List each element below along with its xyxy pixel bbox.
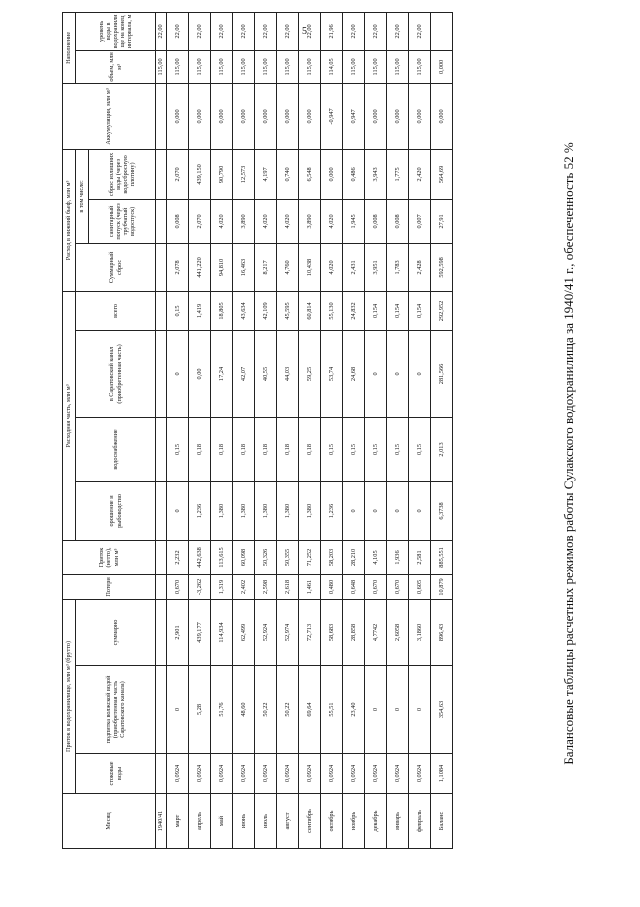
cell-inflow-total: 439,177 (189, 599, 211, 665)
cell-irrigation: 0 (343, 481, 365, 540)
cell-volume: 115,00 (255, 50, 277, 83)
col-water-level-header: уровень воды в водохранилище на конец интервала, м (76, 12, 156, 50)
cell-water-level: 22,00 (365, 12, 387, 50)
cell-irrigation: 1,380 (277, 481, 299, 540)
cell-volume: 115,00 (167, 50, 189, 83)
cell-volume: 115,00 (365, 50, 387, 83)
cell-losses: 0,605 (409, 574, 431, 599)
cell-total-discharge: 592,598 (431, 243, 453, 291)
cell-water-supply: 0,18 (189, 417, 211, 481)
cell-inflow-total: 72,713 (299, 599, 321, 665)
cell-saratov-canal: 24,68 (343, 330, 365, 417)
table-row (233, 12, 255, 848)
cell-canal-supply: 50,22 (277, 666, 299, 754)
cell-runoff: 0,0924 (409, 754, 431, 794)
cell-canal-supply: 50,22 (255, 666, 277, 754)
cell-expense-total: 55,130 (321, 291, 343, 330)
cell-volume: 115,00 (211, 50, 233, 83)
cell-accumulation: 0,000 (431, 83, 453, 149)
cell-canal-supply: 23,40 (343, 666, 365, 754)
cell-expense-total: 0,15 (167, 291, 189, 330)
cell-runoff: 0,0924 (299, 754, 321, 794)
col-runoff-header: стоковые воды (76, 754, 156, 794)
cell-water-level: 22,00 (255, 12, 277, 50)
cell-volume: 115,00 (233, 50, 255, 83)
cell-month: декабрь (365, 794, 387, 849)
cell-accumulation: 0,000 (167, 83, 189, 149)
cell-accumulation: 0,000 (409, 83, 431, 149)
cell-intake: 113,615 (211, 540, 233, 574)
col-excess-header: сброс излишних воды (через водосбросную плотину) (89, 149, 156, 199)
page-number: 5 (302, 26, 307, 37)
cell-losses: 10,879 (431, 574, 453, 599)
cell-canal-supply: 5,28 (189, 666, 211, 754)
cell-sanitary: 4,020 (211, 199, 233, 243)
cell-accumulation: 0,000 (299, 83, 321, 149)
cell-canal-supply: 0 (387, 666, 409, 754)
cell-runoff: 0,0924 (167, 754, 189, 794)
cell-intake: 60,098 (233, 540, 255, 574)
cell-volume: 115,00 (343, 50, 365, 83)
cell-water-supply (156, 417, 167, 481)
filling-group-header: Наполнение (63, 12, 76, 83)
cell-canal-supply: 0 (167, 666, 189, 754)
cell-losses: 0,670 (365, 574, 387, 599)
cell-losses: 0,480 (321, 574, 343, 599)
table-row (343, 12, 365, 848)
cell-losses: -3,262 (189, 574, 211, 599)
cell-irrigation: 6,3738 (431, 481, 453, 540)
cell-water-supply: 2,013 (431, 417, 453, 481)
cell-canal-supply: 48,60 (233, 666, 255, 754)
inflow-group-header: Приток в водохранилище, млн м³ (брутто) (63, 599, 76, 793)
cell-runoff: 0,0924 (211, 754, 233, 794)
cell-runoff: 0,0924 (189, 754, 211, 794)
cell-canal-supply (156, 666, 167, 754)
col-intake-header: Приток (нетто), млн м³ (63, 540, 156, 574)
cell-irrigation: 1,380 (233, 481, 255, 540)
cell-excess: 564,69 (431, 149, 453, 199)
col-inflow-total-header: суммарно (76, 599, 156, 665)
col-accumulation-header: Аккумуляция, млн м³ (63, 83, 156, 149)
cell-inflow-total: 896,43 (431, 599, 453, 665)
cell-inflow-total: 3,1860 (409, 599, 431, 665)
cell-saratov-canal: 53,74 (321, 330, 343, 417)
cell-accumulation: 0,000 (365, 83, 387, 149)
cell-canal-supply: 0 (409, 666, 431, 754)
cell-excess: 439,150 (189, 149, 211, 199)
cell-water-supply: 0,18 (277, 417, 299, 481)
col-total-discharge-header: Суммарный сброс (76, 243, 156, 291)
cell-irrigation: 0 (409, 481, 431, 540)
cell-total-discharge: 4,020 (321, 243, 343, 291)
cell-sanitary: 2,070 (189, 199, 211, 243)
cell-total-discharge: 2,428 (409, 243, 431, 291)
cell-irrigation: 1,236 (189, 481, 211, 540)
cell-inflow-total: 52,974 (277, 599, 299, 665)
cell-volume: 0,000 (431, 50, 453, 83)
cell-expense-total: 45,595 (277, 291, 299, 330)
cell-volume: 115,00 (409, 50, 431, 83)
cell-sanitary: 4,020 (255, 199, 277, 243)
cell-water-supply: 0,18 (211, 417, 233, 481)
cell-losses: 2,598 (255, 574, 277, 599)
cell-saratov-canal: 0 (387, 330, 409, 417)
cell-runoff: 0,0924 (365, 754, 387, 794)
cell-water-level: 22,00 (387, 12, 409, 50)
cell-losses: 0,670 (387, 574, 409, 599)
cell-excess: 0,740 (277, 149, 299, 199)
cell-expense-total: 292,952 (431, 291, 453, 330)
cell-saratov-canal: 0 (167, 330, 189, 417)
cell-inflow-total: 28,858 (343, 599, 365, 665)
cell-total-discharge (156, 243, 167, 291)
cell-expense-total: 43,634 (233, 291, 255, 330)
cell-runoff: 0,0924 (343, 754, 365, 794)
cell-water-supply: 0,15 (321, 417, 343, 481)
cell-water-supply: 0,18 (299, 417, 321, 481)
cell-total-discharge: 2,431 (343, 243, 365, 291)
cell-intake: 4,105 (365, 540, 387, 574)
cell-canal-supply: 0 (365, 666, 387, 754)
cell-losses (156, 574, 167, 599)
cell-month: январь (387, 794, 409, 849)
cell-intake: 2,232 (167, 540, 189, 574)
cell-water-supply: 0,15 (343, 417, 365, 481)
cell-excess: 12,573 (233, 149, 255, 199)
cell-excess: 2,420 (409, 149, 431, 199)
cell-intake: 885,551 (431, 540, 453, 574)
cell-runoff: 1,1084 (431, 754, 453, 794)
cell-total-discharge: 4,760 (277, 243, 299, 291)
cell-losses: 0,648 (343, 574, 365, 599)
cell-intake: 58,203 (321, 540, 343, 574)
cell-sanitary (156, 199, 167, 243)
table-row (299, 12, 321, 848)
cell-month: июнь (233, 794, 255, 849)
cell-saratov-canal: 17,24 (211, 330, 233, 417)
cell-accumulation: 0,000 (233, 83, 255, 149)
cell-inflow-total (156, 599, 167, 665)
including-header: в том числе: (76, 149, 89, 243)
cell-expense-total: 0,154 (409, 291, 431, 330)
cell-saratov-canal: 0 (409, 330, 431, 417)
cell-inflow-total: 2,6058 (387, 599, 409, 665)
cell-losses: 2,402 (233, 574, 255, 599)
cell-saratov-canal: 281,566 (431, 330, 453, 417)
table-row (167, 12, 189, 848)
cell-month: ноябрь (343, 794, 365, 849)
cell-losses: 0,670 (167, 574, 189, 599)
cell-month: май (211, 794, 233, 849)
col-losses-header: Потери (63, 574, 156, 599)
cell-sanitary: 1,945 (343, 199, 365, 243)
cell-month: сентябрь (299, 794, 321, 849)
cell-intake: 71,252 (299, 540, 321, 574)
cell-intake (156, 540, 167, 574)
col-irrigation-header: орошение и рыбоводство (76, 481, 156, 540)
cell-accumulation (156, 83, 167, 149)
discharge-group-header: Расход в нижний бьеф, млн м³ (63, 149, 76, 291)
cell-intake: 28,210 (343, 540, 365, 574)
table-row (321, 12, 343, 848)
table-row (277, 12, 299, 848)
cell-water-level: 22,00 (277, 12, 299, 50)
cell-excess: 90,790 (211, 149, 233, 199)
cell-excess: 0,000 (321, 149, 343, 199)
cell-accumulation: 0,000 (189, 83, 211, 149)
cell-runoff: 0,0924 (387, 754, 409, 794)
cell-sanitary: 0,008 (365, 199, 387, 243)
cell-irrigation: 1,236 (321, 481, 343, 540)
cell-sanitary: 0,008 (167, 199, 189, 243)
cell-saratov-canal: 0 (365, 330, 387, 417)
cell-runoff: 0,0924 (321, 754, 343, 794)
cell-excess: 2,070 (167, 149, 189, 199)
cell-month: Баланс (431, 794, 453, 849)
col-sanitary-header: санитарный попуск (через трубчатый водоспуск) (89, 199, 156, 243)
cell-intake: 1,936 (387, 540, 409, 574)
table-row (255, 12, 277, 848)
cell-irrigation: 1,380 (211, 481, 233, 540)
cell-water-supply: 0,15 (167, 417, 189, 481)
col-water-supply-header: водоснабжение (76, 417, 156, 481)
cell-total-discharge: 10,438 (299, 243, 321, 291)
cell-accumulation: 0,000 (255, 83, 277, 149)
cell-water-supply: 0,15 (409, 417, 431, 481)
cell-saratov-canal: 0,00 (189, 330, 211, 417)
cell-irrigation: 1,380 (299, 481, 321, 540)
cell-sanitary: 0,008 (387, 199, 409, 243)
cell-saratov-canal: 42,07 (233, 330, 255, 417)
cell-excess: 3,943 (365, 149, 387, 199)
cell-volume: 115,00 (299, 50, 321, 83)
cell-water-supply: 0,18 (233, 417, 255, 481)
cell-excess: 0,486 (343, 149, 365, 199)
cell-month: июль (255, 794, 277, 849)
cell-inflow-total: 62,499 (233, 599, 255, 665)
table-row (387, 12, 409, 848)
cell-saratov-canal: 59,25 (299, 330, 321, 417)
document-title: Балансовые таблицы расчетных режимов работы Сулакского водохранилища за 1940/41 г., обеспеченность 52 % (561, 142, 576, 765)
cell-irrigation: 0 (387, 481, 409, 540)
cell-runoff: 0,0924 (277, 754, 299, 794)
cell-accumulation: -0,947 (321, 83, 343, 149)
cell-water-level: 22,00 (343, 12, 365, 50)
col-month-header: Месяц (63, 794, 156, 849)
cell-volume: 115,00 (277, 50, 299, 83)
cell-water-level: 22,00 (211, 12, 233, 50)
cell-sanitary: 3,890 (299, 199, 321, 243)
cell-water-level: 22,00 (299, 12, 321, 50)
cell-canal-supply: 51,76 (211, 666, 233, 754)
cell-inflow-total: 4,7742 (365, 599, 387, 665)
cell-intake: 2,581 (409, 540, 431, 574)
cell-sanitary: 27,91 (431, 199, 453, 243)
cell-excess (156, 149, 167, 199)
cell-total-discharge: 1,783 (387, 243, 409, 291)
cell-irrigation (156, 481, 167, 540)
cell-losses: 1,461 (299, 574, 321, 599)
cell-intake: 50,326 (255, 540, 277, 574)
table-row (409, 12, 431, 848)
cell-volume: 115,00 (387, 50, 409, 83)
cell-intake: 442,638 (189, 540, 211, 574)
cell-runoff (156, 754, 167, 794)
cell-water-level: 21,96 (321, 12, 343, 50)
cell-irrigation: 0 (167, 481, 189, 540)
cell-total-discharge: 8,217 (255, 243, 277, 291)
cell-inflow-total: 2,901 (167, 599, 189, 665)
cell-month: апрель (189, 794, 211, 849)
cell-water-level: 22,00 (409, 12, 431, 50)
cell-volume: 115,00 (189, 50, 211, 83)
cell-intake: 50,355 (277, 540, 299, 574)
table-row (156, 12, 167, 848)
cell-expense-total: 1,419 (189, 291, 211, 330)
cell-sanitary: 4,020 (321, 199, 343, 243)
cell-total-discharge: 441,220 (189, 243, 211, 291)
cell-canal-supply: 69,64 (299, 666, 321, 754)
cell-inflow-total: 114,934 (211, 599, 233, 665)
table-row (211, 12, 233, 848)
col-expense-total-header: всего (76, 291, 156, 330)
cell-water-supply: 0,18 (255, 417, 277, 481)
cell-month: август (277, 794, 299, 849)
cell-total-discharge: 94,810 (211, 243, 233, 291)
cell-water-level (431, 12, 453, 50)
table-row (431, 12, 453, 848)
cell-excess: 6,548 (299, 149, 321, 199)
cell-expense-total (156, 291, 167, 330)
cell-saratov-canal: 40,55 (255, 330, 277, 417)
cell-month: 1940/41 (156, 794, 167, 849)
table-row (365, 12, 387, 848)
cell-total-discharge: 2,078 (167, 243, 189, 291)
cell-inflow-total: 58,683 (321, 599, 343, 665)
cell-month: октябрь (321, 794, 343, 849)
col-saratov-canal-header: в Саратовский канал (приобретенная часть) (76, 330, 156, 417)
cell-water-level: 22,00 (156, 12, 167, 50)
cell-volume: 115,00 (156, 50, 167, 83)
cell-expense-total: 0,154 (387, 291, 409, 330)
cell-irrigation: 0 (365, 481, 387, 540)
water-balance-table (62, 12, 453, 849)
cell-month: февраль (409, 794, 431, 849)
cell-accumulation: 0,000 (211, 83, 233, 149)
table-row (189, 12, 211, 848)
cell-excess: 1,775 (387, 149, 409, 199)
cell-canal-supply: 55,51 (321, 666, 343, 754)
cell-expense-total: 60,814 (299, 291, 321, 330)
cell-canal-supply: 354,63 (431, 666, 453, 754)
cell-runoff: 0,0924 (255, 754, 277, 794)
header-row-1 (63, 12, 76, 848)
cell-saratov-canal: 44,03 (277, 330, 299, 417)
cell-volume: 114,05 (321, 50, 343, 83)
cell-inflow-total: 52,924 (255, 599, 277, 665)
cell-losses: 2,618 (277, 574, 299, 599)
cell-saratov-canal (156, 330, 167, 417)
cell-water-level: 22,00 (167, 12, 189, 50)
cell-sanitary: 0,007 (409, 199, 431, 243)
col-canal-supply-header: подпитка волжской водой (приобретенная часть Саратовского канала) (76, 666, 156, 754)
cell-total-discharge: 3,951 (365, 243, 387, 291)
cell-irrigation: 1,380 (255, 481, 277, 540)
cell-total-discharge: 16,463 (233, 243, 255, 291)
cell-water-level: 22,00 (189, 12, 211, 50)
expense-group-header: Расходная часть, млн м³ (63, 291, 76, 540)
cell-runoff: 0,0924 (233, 754, 255, 794)
cell-expense-total: 24,832 (343, 291, 365, 330)
cell-accumulation: 0,947 (343, 83, 365, 149)
cell-expense-total: 0,154 (365, 291, 387, 330)
cell-accumulation: 0,000 (387, 83, 409, 149)
cell-month: март (167, 794, 189, 849)
cell-expense-total: 18,805 (211, 291, 233, 330)
cell-water-level: 22,00 (233, 12, 255, 50)
cell-losses: 1,319 (211, 574, 233, 599)
col-volume-header: объем, млн м³ (76, 50, 156, 83)
cell-excess: 4,197 (255, 149, 277, 199)
cell-sanitary: 3,890 (233, 199, 255, 243)
cell-sanitary: 4,020 (277, 199, 299, 243)
cell-accumulation: 0,000 (277, 83, 299, 149)
cell-expense-total: 42,109 (255, 291, 277, 330)
cell-water-supply: 0,15 (365, 417, 387, 481)
cell-water-supply: 0,15 (387, 417, 409, 481)
